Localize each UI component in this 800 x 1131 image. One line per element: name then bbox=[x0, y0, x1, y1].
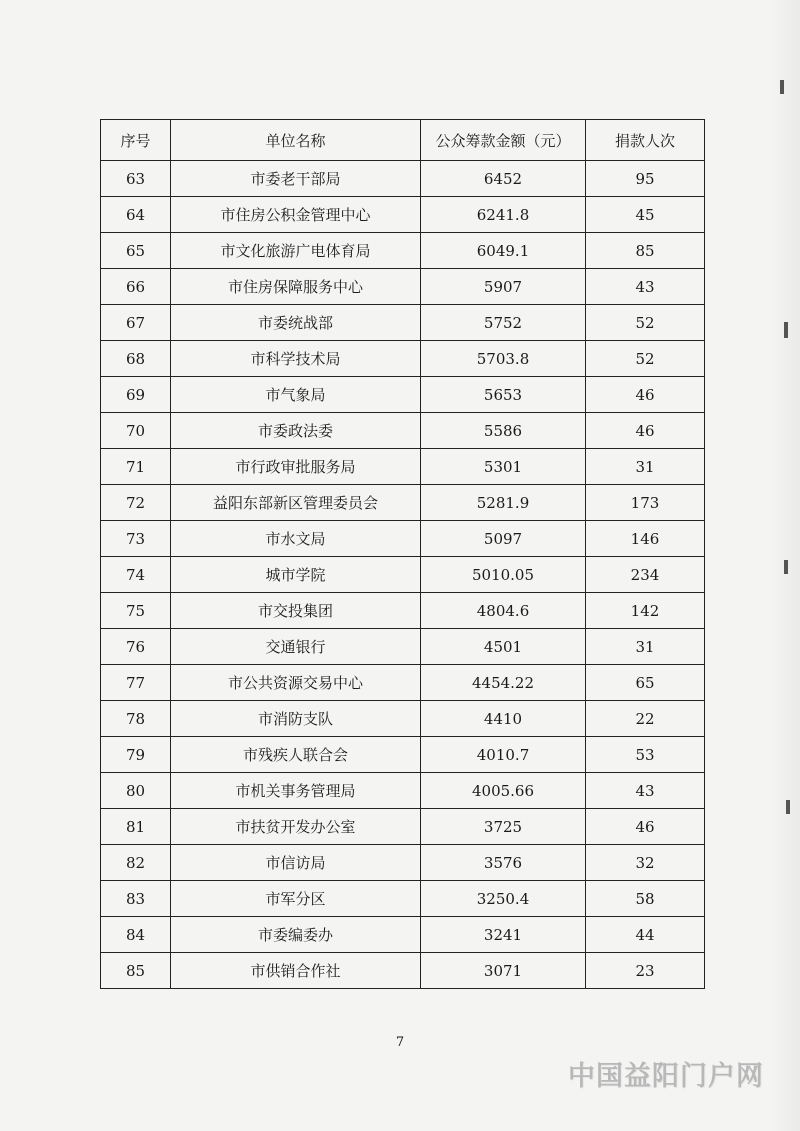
cell-amount: 5281.9 bbox=[421, 485, 586, 521]
cell-donor-count: 52 bbox=[586, 305, 705, 341]
cell-unit-name: 市科学技术局 bbox=[171, 341, 421, 377]
cell-index: 76 bbox=[101, 629, 171, 665]
table-row bbox=[101, 737, 705, 773]
cell-index: 85 bbox=[101, 953, 171, 989]
cell-index: 66 bbox=[101, 269, 171, 305]
table-row bbox=[101, 197, 705, 233]
cell-amount: 3576 bbox=[421, 845, 586, 881]
table-row bbox=[101, 305, 705, 341]
cell-unit-name: 市机关事务管理局 bbox=[171, 773, 421, 809]
table-row bbox=[101, 629, 705, 665]
cell-index: 63 bbox=[101, 161, 171, 197]
header-amount: 公众筹款金额（元） bbox=[421, 120, 586, 161]
cell-donor-count: 46 bbox=[586, 413, 705, 449]
cell-unit-name: 市残疾人联合会 bbox=[171, 737, 421, 773]
cell-index: 83 bbox=[101, 881, 171, 917]
table-row bbox=[101, 521, 705, 557]
table-row bbox=[101, 917, 705, 953]
cell-amount: 6049.1 bbox=[421, 233, 586, 269]
table-row bbox=[101, 269, 705, 305]
cell-amount: 4804.6 bbox=[421, 593, 586, 629]
table-row bbox=[101, 341, 705, 377]
cell-unit-name: 市行政审批服务局 bbox=[171, 449, 421, 485]
cell-donor-count: 46 bbox=[586, 809, 705, 845]
cell-index: 80 bbox=[101, 773, 171, 809]
table-row bbox=[101, 881, 705, 917]
table-header-row bbox=[101, 120, 705, 161]
cell-amount: 4010.7 bbox=[421, 737, 586, 773]
table-row bbox=[101, 953, 705, 989]
table-row bbox=[101, 773, 705, 809]
donation-table-container bbox=[100, 119, 704, 989]
cell-amount: 5586 bbox=[421, 413, 586, 449]
cell-index: 74 bbox=[101, 557, 171, 593]
cell-unit-name: 市公共资源交易中心 bbox=[171, 665, 421, 701]
cell-unit-name: 市扶贫开发办公室 bbox=[171, 809, 421, 845]
cell-donor-count: 31 bbox=[586, 629, 705, 665]
table-row bbox=[101, 377, 705, 413]
cell-unit-name: 市信访局 bbox=[171, 845, 421, 881]
cell-donor-count: 43 bbox=[586, 269, 705, 305]
cell-index: 84 bbox=[101, 917, 171, 953]
cell-donor-count: 44 bbox=[586, 917, 705, 953]
cell-index: 65 bbox=[101, 233, 171, 269]
cell-donor-count: 95 bbox=[586, 161, 705, 197]
cell-donor-count: 58 bbox=[586, 881, 705, 917]
cell-unit-name: 市文化旅游广电体育局 bbox=[171, 233, 421, 269]
cell-index: 75 bbox=[101, 593, 171, 629]
scan-speck bbox=[784, 322, 788, 338]
header-index: 序号 bbox=[101, 120, 171, 161]
table-body bbox=[101, 161, 705, 989]
cell-amount: 5010.05 bbox=[421, 557, 586, 593]
cell-donor-count: 234 bbox=[586, 557, 705, 593]
cell-unit-name: 市委老干部局 bbox=[171, 161, 421, 197]
cell-amount: 3071 bbox=[421, 953, 586, 989]
cell-donor-count: 142 bbox=[586, 593, 705, 629]
cell-amount: 4005.66 bbox=[421, 773, 586, 809]
cell-amount: 5653 bbox=[421, 377, 586, 413]
cell-amount: 3725 bbox=[421, 809, 586, 845]
cell-donor-count: 65 bbox=[586, 665, 705, 701]
cell-unit-name: 市消防支队 bbox=[171, 701, 421, 737]
table-row bbox=[101, 449, 705, 485]
scan-speck bbox=[786, 800, 790, 814]
cell-unit-name: 市委统战部 bbox=[171, 305, 421, 341]
cell-donor-count: 32 bbox=[586, 845, 705, 881]
header-donor-count: 捐款人次 bbox=[586, 120, 705, 161]
cell-unit-name: 城市学院 bbox=[171, 557, 421, 593]
header-unit-name: 单位名称 bbox=[171, 120, 421, 161]
page-number: 7 bbox=[395, 1035, 405, 1050]
cell-donor-count: 146 bbox=[586, 521, 705, 557]
cell-index: 71 bbox=[101, 449, 171, 485]
cell-index: 68 bbox=[101, 341, 171, 377]
table-row bbox=[101, 161, 705, 197]
cell-unit-name: 益阳东部新区管理委员会 bbox=[171, 485, 421, 521]
cell-donor-count: 22 bbox=[586, 701, 705, 737]
table-row bbox=[101, 701, 705, 737]
table-row bbox=[101, 485, 705, 521]
cell-index: 69 bbox=[101, 377, 171, 413]
cell-donor-count: 23 bbox=[586, 953, 705, 989]
cell-amount: 4501 bbox=[421, 629, 586, 665]
cell-index: 67 bbox=[101, 305, 171, 341]
cell-amount: 5907 bbox=[421, 269, 586, 305]
cell-amount: 4410 bbox=[421, 701, 586, 737]
cell-index: 81 bbox=[101, 809, 171, 845]
cell-donor-count: 85 bbox=[586, 233, 705, 269]
cell-index: 79 bbox=[101, 737, 171, 773]
cell-index: 72 bbox=[101, 485, 171, 521]
cell-unit-name: 市委政法委 bbox=[171, 413, 421, 449]
table-row bbox=[101, 845, 705, 881]
cell-index: 73 bbox=[101, 521, 171, 557]
table-row bbox=[101, 557, 705, 593]
table-row bbox=[101, 665, 705, 701]
cell-unit-name: 市气象局 bbox=[171, 377, 421, 413]
table-row bbox=[101, 593, 705, 629]
cell-amount: 5703.8 bbox=[421, 341, 586, 377]
cell-amount: 3241 bbox=[421, 917, 586, 953]
cell-donor-count: 45 bbox=[586, 197, 705, 233]
table-row bbox=[101, 233, 705, 269]
cell-donor-count: 31 bbox=[586, 449, 705, 485]
cell-donor-count: 46 bbox=[586, 377, 705, 413]
cell-donor-count: 52 bbox=[586, 341, 705, 377]
cell-donor-count: 53 bbox=[586, 737, 705, 773]
cell-unit-name: 市水文局 bbox=[171, 521, 421, 557]
cell-unit-name: 交通银行 bbox=[171, 629, 421, 665]
cell-amount: 5301 bbox=[421, 449, 586, 485]
table-row bbox=[101, 413, 705, 449]
cell-index: 77 bbox=[101, 665, 171, 701]
table-row bbox=[101, 809, 705, 845]
cell-amount: 4454.22 bbox=[421, 665, 586, 701]
cell-unit-name: 市军分区 bbox=[171, 881, 421, 917]
scan-speck bbox=[784, 560, 788, 574]
scan-speck bbox=[780, 80, 784, 94]
cell-index: 70 bbox=[101, 413, 171, 449]
cell-amount: 5752 bbox=[421, 305, 586, 341]
cell-index: 82 bbox=[101, 845, 171, 881]
cell-amount: 5097 bbox=[421, 521, 586, 557]
donation-table bbox=[100, 119, 705, 989]
cell-unit-name: 市供销合作社 bbox=[171, 953, 421, 989]
cell-amount: 6241.8 bbox=[421, 197, 586, 233]
cell-amount: 6452 bbox=[421, 161, 586, 197]
cell-donor-count: 173 bbox=[586, 485, 705, 521]
cell-unit-name: 市住房保障服务中心 bbox=[171, 269, 421, 305]
cell-unit-name: 市交投集团 bbox=[171, 593, 421, 629]
cell-index: 78 bbox=[101, 701, 171, 737]
cell-amount: 3250.4 bbox=[421, 881, 586, 917]
cell-unit-name: 市委编委办 bbox=[171, 917, 421, 953]
site-watermark: 中国益阳门户网 bbox=[568, 1061, 764, 1092]
cell-index: 64 bbox=[101, 197, 171, 233]
cell-unit-name: 市住房公积金管理中心 bbox=[171, 197, 421, 233]
cell-donor-count: 43 bbox=[586, 773, 705, 809]
